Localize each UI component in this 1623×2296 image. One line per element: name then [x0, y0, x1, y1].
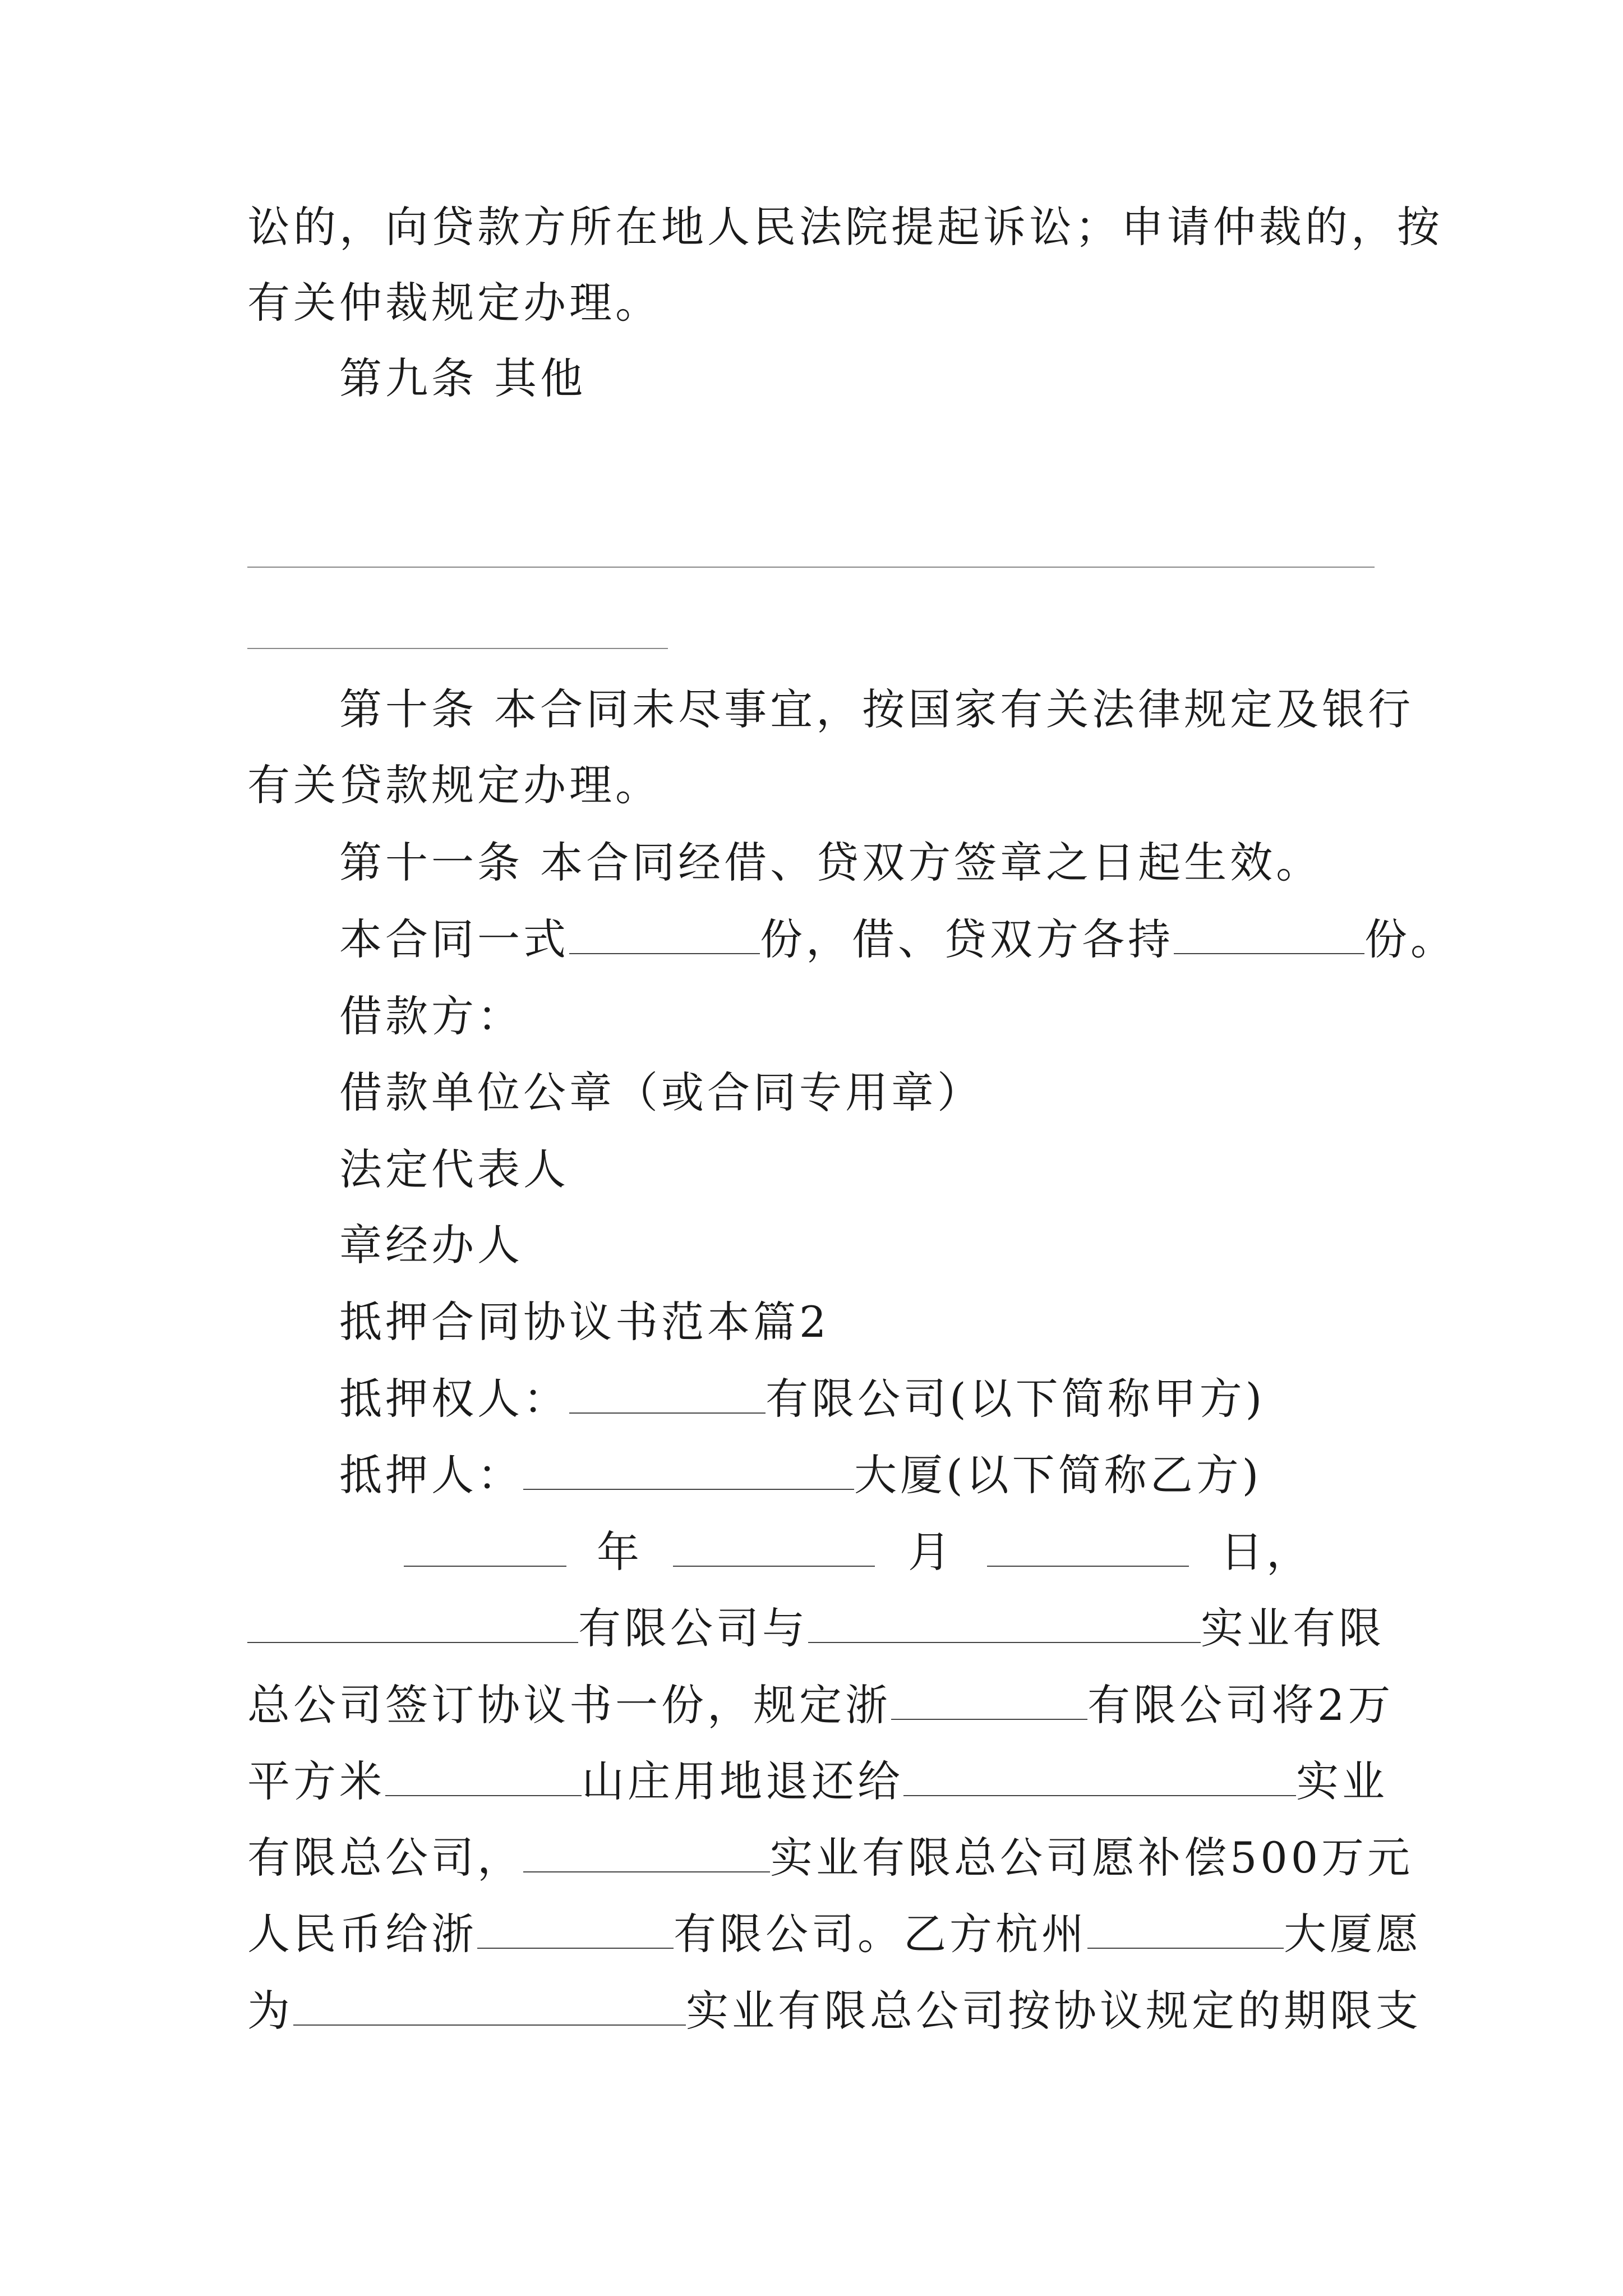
body-line [247, 1983, 1422, 2039]
text-line: 有关贷款规定办理。 [247, 760, 661, 810]
blank-field [523, 1832, 770, 1872]
text-line: 第十一条 本合同经借、贷双方签章之日起生效。 [339, 838, 1322, 887]
fill-in-line [247, 567, 1375, 568]
copies-line [339, 912, 1456, 968]
signature-label: 借款方： [339, 991, 523, 1041]
text-line: 有关仲裁规定办理。 [247, 278, 661, 328]
blank-field [293, 1985, 686, 2026]
date-line [404, 1524, 1386, 1580]
blank-field [404, 1526, 566, 1567]
text-segment: 有限公司。乙方杭州 [674, 1909, 1087, 1959]
copies-prefix: 本合同一式 [339, 914, 569, 964]
text-segment: 有限总公司， [247, 1833, 523, 1883]
text-segment: 实业 [1296, 1756, 1388, 1806]
blank-field [477, 1908, 674, 1949]
body-line [247, 1677, 1394, 1733]
copies-suffix: 份。 [1364, 914, 1456, 964]
blank-field [569, 914, 760, 954]
body-line [247, 1754, 1386, 1810]
fill-in-line [247, 648, 668, 649]
mortgagee-label: 抵押权人： [339, 1374, 569, 1424]
signature-label: 法定代表人 [339, 1144, 569, 1194]
text-segment: 有限公司与 [578, 1603, 808, 1653]
blank-field [385, 1756, 582, 1796]
blank-field [1174, 914, 1364, 954]
text-line: 第十条 本合同未尽事宜，按国家有关法律规定及银行 [339, 684, 1414, 734]
blank-field [1087, 1908, 1284, 1949]
blank-field [673, 1526, 875, 1567]
text-line: 讼的，向贷款方所在地人民法院提起诉讼；申请仲裁的，按 [247, 202, 1443, 252]
blank-field [903, 1756, 1296, 1796]
text-segment: 总公司签订协议书一份，规定浙 [247, 1680, 891, 1730]
section-title: 抵押合同协议书范本篇2 [339, 1297, 830, 1347]
text-segment: 实业有限总公司按协议规定的期限支 [686, 1986, 1422, 2036]
blank-field [523, 1450, 854, 1490]
text-segment: 大厦愿 [1284, 1909, 1422, 1959]
year-label: 年 [597, 1527, 643, 1577]
month-label: 月 [908, 1527, 954, 1577]
copies-middle: 份，借、贷双方各持 [760, 914, 1174, 964]
mortgagor-line [339, 1447, 1386, 1503]
body-line [247, 1830, 1414, 1886]
body-line [247, 1600, 1386, 1657]
blank-field [808, 1603, 1201, 1643]
text-segment: 人民币给浙 [247, 1909, 477, 1959]
mortgagor-suffix: 大厦(以下简称乙方) [854, 1450, 1262, 1500]
text-segment: 山庄用地退还给 [582, 1756, 903, 1806]
mortgagor-label: 抵押人： [339, 1450, 523, 1500]
text-segment: 为 [247, 1986, 293, 2036]
blank-field [987, 1526, 1189, 1567]
text-segment: 实业有限总公司愿补偿500万元 [770, 1833, 1414, 1883]
text-segment: 平方米 [247, 1756, 385, 1806]
blank-field [569, 1373, 766, 1414]
mortgagee-line [339, 1371, 1386, 1427]
blank-field [247, 1603, 578, 1643]
text-segment: 有限公司将2万 [1087, 1680, 1394, 1730]
article-heading: 第九条 其他 [339, 353, 587, 403]
body-line [247, 1906, 1422, 1962]
signature-label: 借款单位公章（或合同专用章） [339, 1068, 983, 1117]
blank-field [891, 1680, 1087, 1720]
text-segment: 实业有限 [1201, 1603, 1385, 1653]
mortgagee-suffix: 有限公司(以下简称甲方) [766, 1374, 1266, 1424]
day-label: 日， [1220, 1527, 1312, 1577]
signature-label: 章经办人 [339, 1220, 523, 1270]
